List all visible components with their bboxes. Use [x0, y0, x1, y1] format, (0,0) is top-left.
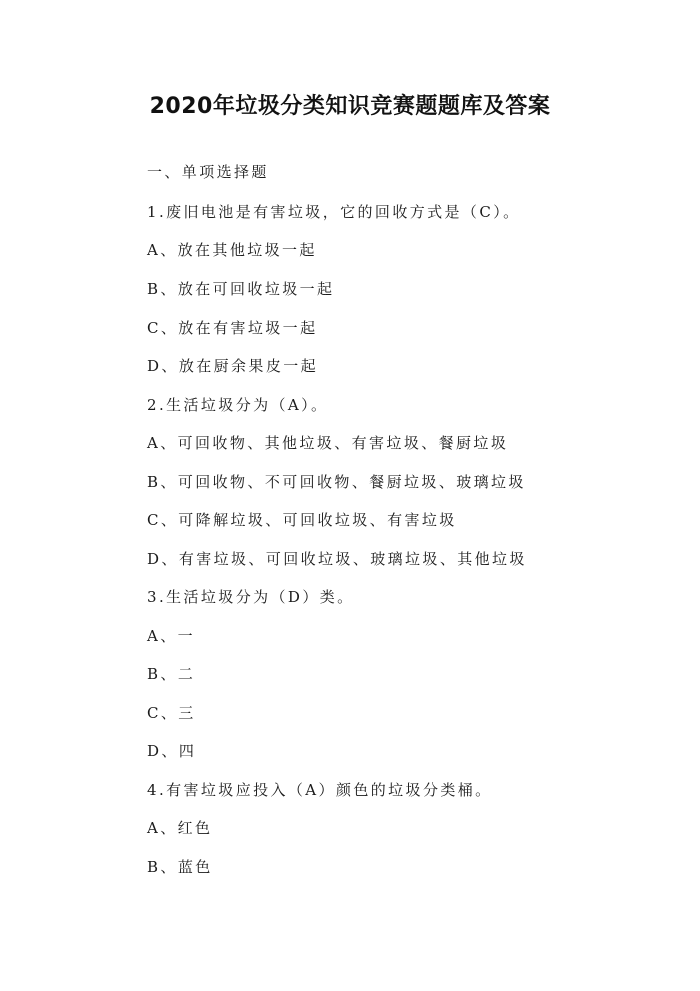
question-3-option-c: C、三: [147, 704, 196, 722]
question-2-option-d: D、有害垃圾、可回收垃圾、玻璃垃圾、其他垃圾: [147, 550, 527, 568]
question-1-option-b: B、放在可回收垃圾一起: [147, 280, 335, 298]
question-4-option-b: B、蓝色: [147, 858, 213, 876]
question-2-option-a: A、可回收物、其他垃圾、有害垃圾、餐厨垃圾: [147, 434, 509, 452]
question-1-option-a: A、放在其他垃圾一起: [147, 241, 317, 259]
question-3: 3.生活垃圾分为（D）类。: [147, 588, 355, 606]
question-3-option-a: A、一: [147, 627, 196, 645]
question-4-option-a: A、红色: [147, 819, 213, 837]
question-3-option-d: D、四: [147, 742, 197, 760]
question-1: 1.废旧电池是有害垃圾，它的回收方式是（C）。: [147, 203, 521, 221]
section-heading: 一、单项选择题: [147, 163, 269, 181]
question-2: 2.生活垃圾分为（A）。: [147, 396, 329, 414]
question-2-option-c: C、可降解垃圾、可回收垃圾、有害垃圾: [147, 511, 457, 529]
question-1-option-c: C、放在有害垃圾一起: [147, 319, 318, 337]
question-3-option-b: B、二: [147, 665, 196, 683]
question-4: 4.有害垃圾应投入（A）颜色的垃圾分类桶。: [147, 781, 493, 799]
question-2-option-b: B、可回收物、不可回收物、餐厨垃圾、玻璃垃圾: [147, 473, 526, 491]
question-1-option-d: D、放在厨余果皮一起: [147, 357, 319, 375]
document-title: 2020年垃圾分类知识竞赛题题库及答案: [149, 94, 551, 119]
